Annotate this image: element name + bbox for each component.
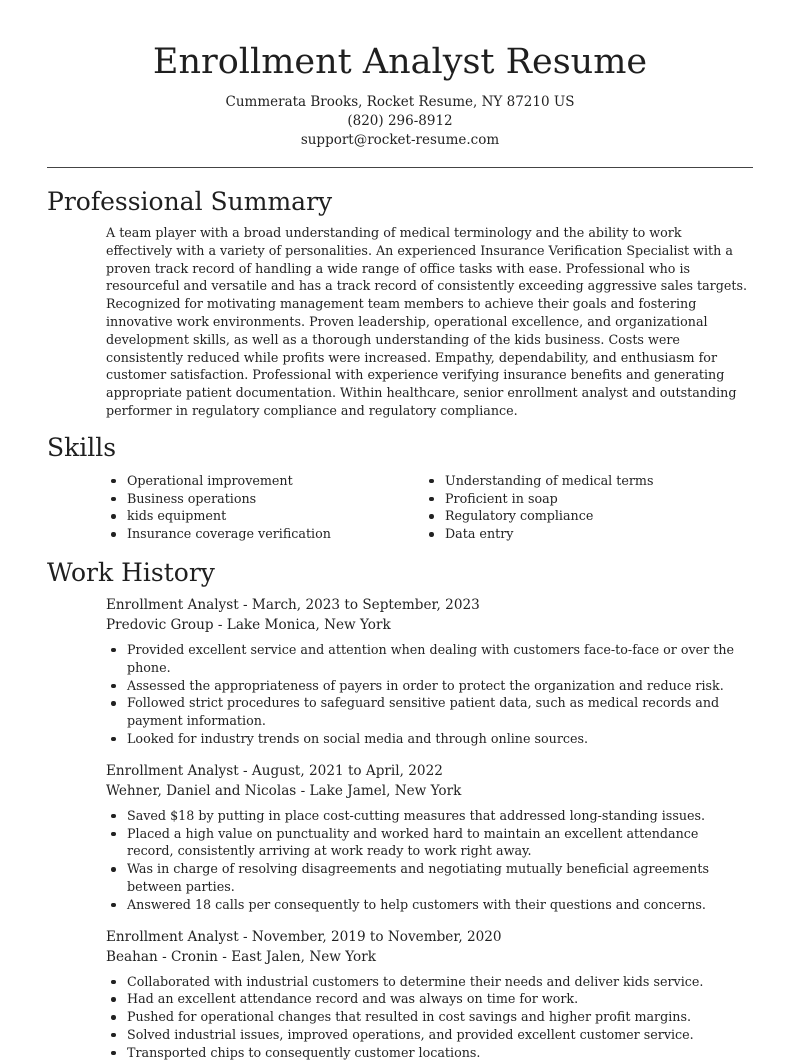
- skill-item: Operational improvement: [106, 472, 424, 490]
- work-history-heading: Work History: [47, 557, 215, 587]
- job-bullet: Followed strict procedures to safeguard sensitive patient data, such as medical records and payment information.: [106, 694, 750, 730]
- job-bullet: Transported chips to consequently customer locations.: [106, 1044, 750, 1062]
- job-entry: [106, 761, 750, 914]
- job-dates: March, 2023 to September, 2023: [251, 596, 480, 613]
- job-bullet: Solved industrial issues, improved operations, and provided excellent customer service.: [106, 1026, 750, 1044]
- skill-item: Understanding of medical terms: [424, 472, 653, 490]
- job-entry: [106, 595, 750, 748]
- job-location: East Jalen, New York: [231, 948, 376, 965]
- job-bullet: Placed a high value on punctuality and worked hard to maintain an excellent attendance record, consistently arriving at work ready to work right away.: [106, 825, 750, 861]
- job-company: Predovic Group: [106, 616, 214, 633]
- job-bullet: Pushed for operational changes that resulted in cost savings and higher profit margins.: [106, 1008, 750, 1026]
- skill-item: Insurance coverage verification: [106, 525, 424, 543]
- job-bullet: Looked for industry trends on social media and through online sources.: [106, 730, 750, 748]
- skill-item: kids equipment: [106, 507, 424, 525]
- summary-heading: Professional Summary: [47, 187, 333, 216]
- job-company-line: Predovic Group - Lake Monica, New York: [106, 616, 391, 633]
- skill-item: Regulatory compliance: [424, 507, 653, 525]
- job-bullet: Provided excellent service and attention when dealing with customers face-to-face or over the phone.: [106, 641, 750, 677]
- job-bullets: [0, 641, 750, 748]
- contact-address: Cummerata Brooks, Rocket Resume, NY 87210 US: [225, 94, 575, 110]
- skill-item: Data entry: [424, 525, 653, 543]
- job-location: Lake Jamel, New York: [309, 782, 462, 799]
- job-role: Enrollment Analyst: [106, 928, 239, 945]
- job-company: Beahan - Cronin: [106, 948, 218, 965]
- skill-item: Proficient in soap: [424, 490, 653, 508]
- job-bullets: [0, 807, 750, 914]
- job-bullet: Had an excellent attendance record and was always on time for work.: [106, 990, 750, 1008]
- job-title-line: Enrollment Analyst - August, 2021 to April, 2022: [106, 762, 443, 779]
- summary-text: A team player with a broad understanding of medical terminology and the ability to work effectively with a variety of personalities. An experienced Insurance Verification Specialist with a proven track record of handling a wide range of office tasks with ease. Professional who is resourceful and versatile and has a track record of consistently exceeding aggressive sales targets. Recognized for motivating management team members to achieve their goals and fostering innovative work environments. Proven leadership, operational excellence, and organizational development skills, as well as a thorough understanding of the kids business. Costs were consistently reduced while profits were increased. Empathy, dependability, and enthusiasm for customer satisfaction. Professional with experience verifying insurance benefits and generating appropriate patient documentation. Within healthcare, senior enrollment analyst and outstanding performer in regulatory compliance and regulatory compliance.: [106, 225, 747, 418]
- job-company-line: Beahan - Cronin - East Jalen, New York: [106, 948, 376, 965]
- job-bullet: Answered 18 calls per consequently to help customers with their questions and concerns.: [106, 896, 750, 914]
- skills-column-right: [424, 472, 653, 543]
- contact-block: [0, 93, 800, 150]
- header-divider: [47, 167, 753, 168]
- job-bullet: Assessed the appropriateness of payers in order to protect the organization and reduce risk.: [106, 677, 750, 695]
- resume-header: [0, 0, 800, 150]
- job-bullet: Collaborated with industrial customers to determine their needs and deliver kids service.: [106, 973, 750, 991]
- job-dates: November, 2019 to November, 2020: [251, 928, 502, 945]
- job-dates: August, 2021 to April, 2022: [251, 762, 443, 779]
- job-bullet: Saved $18 by putting in place cost-cutting measures that addressed long-standing issues.: [106, 807, 750, 825]
- contact-email: support@rocket-resume.com: [300, 132, 500, 148]
- skills-heading: Skills: [47, 432, 117, 462]
- job-role: Enrollment Analyst: [106, 762, 239, 779]
- job-title-line: Enrollment Analyst - November, 2019 to November, 2020: [106, 928, 502, 945]
- contact-phone: (820) 296-8912: [347, 113, 453, 129]
- job-bullet: Was in charge of resolving disagreements and negotiating mutually beneficial agreements between parties.: [106, 860, 750, 896]
- job-role: Enrollment Analyst: [106, 596, 239, 613]
- skill-item: Business operations: [106, 490, 424, 508]
- job-title-line: Enrollment Analyst - March, 2023 to September, 2023: [106, 596, 480, 613]
- job-bullets: [0, 973, 750, 1062]
- job-company: Wehner, Daniel and Nicolas: [106, 782, 297, 799]
- resume-title: Enrollment Analyst Resume: [152, 42, 648, 82]
- skills-column-left: [106, 472, 424, 543]
- job-location: Lake Monica, New York: [226, 616, 391, 633]
- skills-list: [106, 472, 800, 543]
- job-entry: [106, 927, 750, 1062]
- job-company-line: Wehner, Daniel and Nicolas - Lake Jamel, New York: [106, 782, 462, 799]
